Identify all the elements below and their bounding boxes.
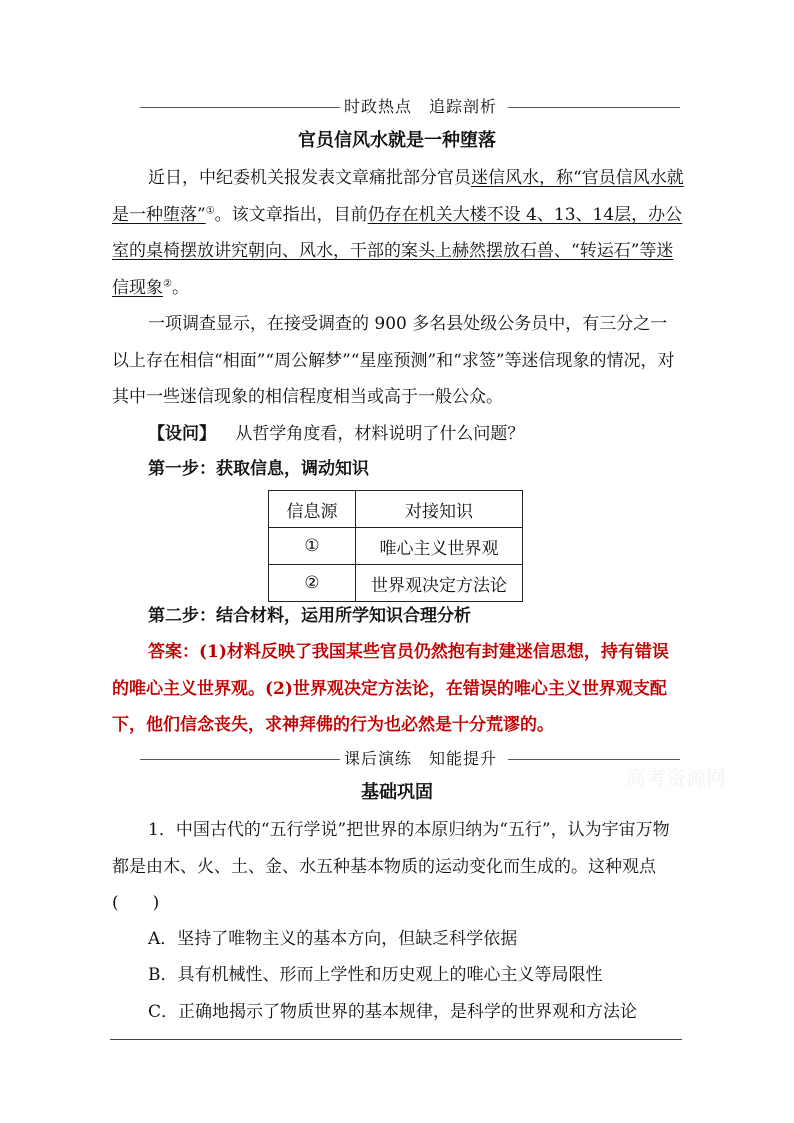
section-divider-practice: [140, 748, 680, 770]
table-header-cell: 信息源: [269, 491, 356, 528]
divider-rule-right: [508, 759, 680, 760]
answer-label: 答案：: [148, 642, 199, 662]
question-line: [148, 416, 688, 453]
question-text: 从哲学角度看，材料说明了什么问题？: [235, 424, 525, 444]
option-c: C．正确地揭示了物质世界的基本规律，是科学的世界观和方法论: [148, 1002, 638, 1022]
info-table: [268, 490, 523, 602]
section-title: 时政热点 追踪剖析: [344, 97, 498, 116]
table-row: [269, 565, 523, 602]
table-cell: ②: [269, 565, 356, 602]
underlined-text: 迷信风水，称“官员信风水就是一种堕落”: [112, 168, 684, 225]
exercise-question-1: 1．中国古代的“五行学说”把世界的本原归纳为“五行”，认为宇宙万物都是由木、火、土、金、水五种基本物质的运动变化而生成的。这种观点( ): [112, 820, 670, 913]
divider-rule-right: [508, 107, 680, 108]
option-b: B．具有机械性、形而上学性和历史观上的唯心主义等局限性: [148, 965, 603, 985]
table-cell: 唯心主义世界观: [356, 528, 523, 565]
footnote-marker-2: ②: [163, 277, 172, 289]
underlined-text: 仍存在机关大楼不设 4、13、14层，办公室的桌椅摆放讲究朝向、风水，干部的案头上赫然摆放石兽、“转运石”等迷信现象: [112, 204, 683, 298]
exercise-heading: 基础巩固: [361, 782, 433, 803]
option-a: A．坚持了唯物主义的基本方向，但缺乏科学依据: [148, 929, 518, 949]
answer-text: (1)材料反映了我国某些官员仍然抱有封建迷信思想，持有错误的唯心主义世界观。(2)世界观决定方法论，在错误的唯心主义世界观支配下，他们信念丧失，求神拜佛的行为也必然是十分荒谬的。: [112, 642, 669, 735]
article-title: 官员信风水就是一种堕落: [298, 130, 496, 151]
table-cell: ①: [269, 528, 356, 565]
table-row: [269, 528, 523, 565]
question-tag: 【设问】: [148, 424, 216, 444]
section-title: 课后演练 知能提升: [344, 749, 498, 768]
paragraph-text: 。: [171, 277, 189, 298]
paragraph-text: 。该文章指出，目前: [214, 204, 368, 225]
article-paragraph-2: 一项调查显示，在接受调查的 900 多名县处级公务员中，有三分之一以上存在相信“相面”“周公解梦”“星座预测”和“求签”等迷信现象的情况，对其中一些迷信现象的相信程度相当或高于一般公众。: [112, 314, 675, 407]
table-header-cell: 对接知识: [356, 491, 523, 528]
page-bottom-rule: [110, 1039, 682, 1040]
section-divider-current-affairs: [140, 96, 680, 118]
answer-paragraph: [112, 634, 684, 744]
divider-rule-left: [140, 107, 340, 108]
table-cell: 世界观决定方法论: [356, 565, 523, 602]
article-paragraph-1: [112, 160, 684, 306]
divider-rule-left: [140, 759, 340, 760]
paragraph-text: 近日，中纪委机关报发表文章痛批部分官员: [148, 168, 471, 188]
watermark-text: 高考资源网: [626, 766, 726, 790]
table-header-row: [269, 491, 523, 528]
step-two: 第二步：结合材料，运用所学知识合理分析: [148, 606, 471, 626]
step-one: 第一步：获取信息，调动知识: [148, 459, 369, 479]
footnote-marker-1: ①: [205, 204, 215, 216]
